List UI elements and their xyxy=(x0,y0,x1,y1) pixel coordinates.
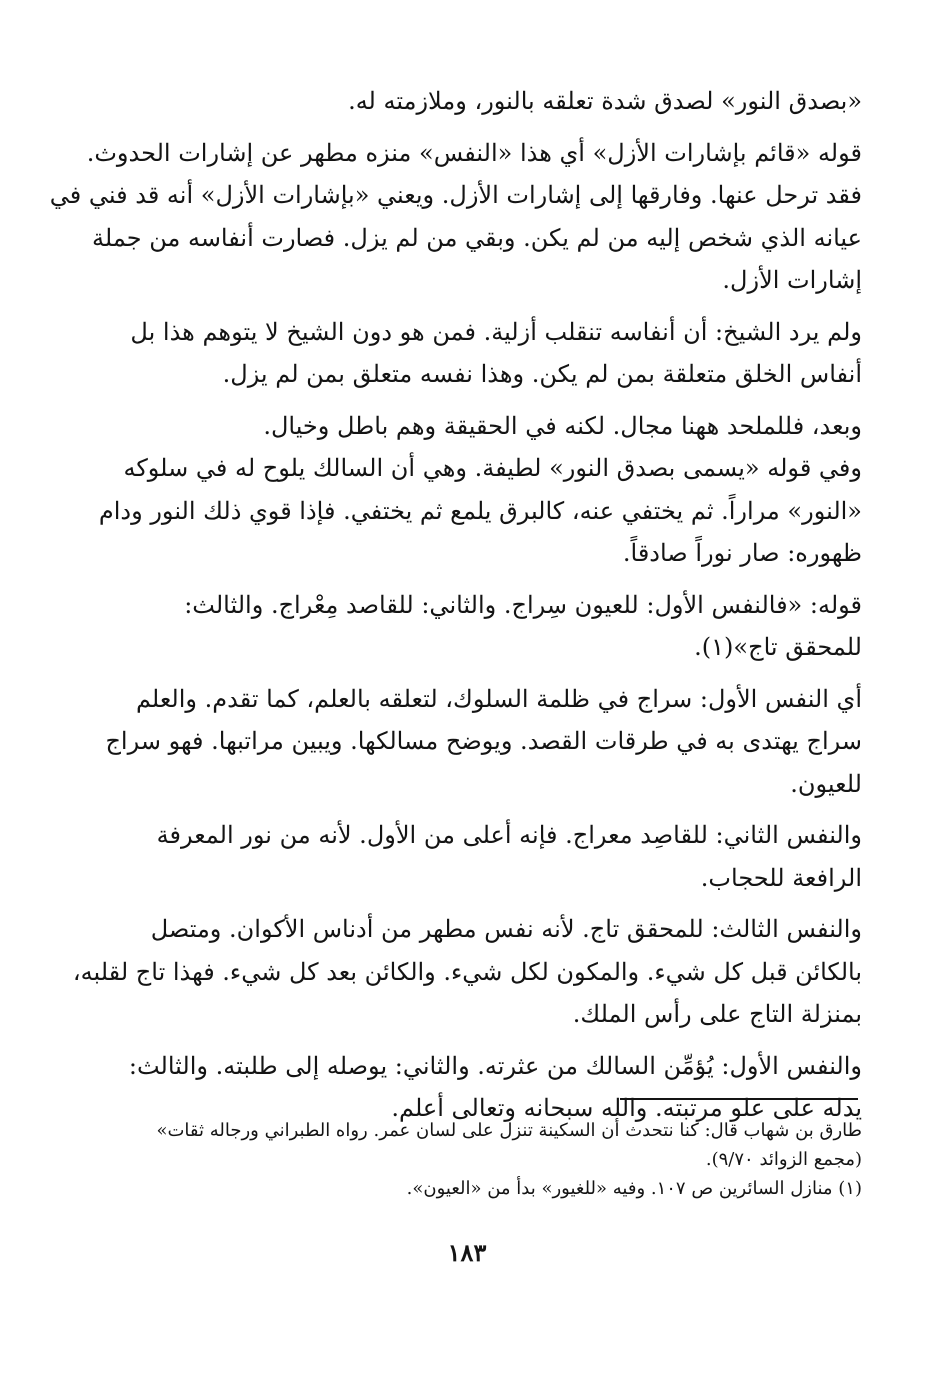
text-line: وفي قوله «يسمى بصدق النور» لطيفة. وهي أن السالك يلوح له في سلوكه xyxy=(123,454,862,482)
paragraph xyxy=(72,80,862,123)
footnote-line: (١) منازل السائرين ص ١٠٧. وفيه «للغيور» بدأ من «العيون». xyxy=(406,1178,862,1199)
text-line: وبعد، فللملحد ههنا مجال. لكنه في الحقيقة وهم باطل وخيال. xyxy=(263,411,862,440)
text-line: ظهوره: صار نوراً صادقاً. xyxy=(622,539,862,567)
footnote-divider xyxy=(620,1098,858,1100)
text-line: الرافعة للحجاب. xyxy=(700,863,862,892)
text-line: عيانه الذي شخص إليه من لم يكن. وبقي من لم يزل. فصارت أنفاسه من جملة xyxy=(92,223,862,252)
page-number: ١٨٣ xyxy=(447,1238,487,1267)
paragraph xyxy=(49,132,862,302)
text-line: بمنزلة التاج على رأس الملك. xyxy=(572,1000,862,1028)
text-line: للعيون. xyxy=(790,769,862,798)
text-line: يدله على علو مرتبته. والله سبحانه وتعالى أعلم. xyxy=(391,1094,862,1122)
text-line: أي النفس الأول: سراج في ظلمة السلوك، لتعلقه بالعلم، كما تقدم. والعلم xyxy=(135,684,862,713)
text-line: قوله: «فالنفس الأول: للعيون سِراج. والثاني: للقاصد مِعْراج. والثالث: xyxy=(184,590,862,619)
text-line: «بصدق النور» لصدق شدة تعلقه بالنور، وملازمته له. xyxy=(348,87,862,115)
paragraph xyxy=(72,405,862,448)
text-line: أنفاس الخلق متعلقة بمن لم يكن. وهذا نفسه متعلق بمن لم يزل. xyxy=(222,360,862,388)
body-text xyxy=(49,80,862,1139)
text-line: فقد ترحل عنها. وفارقها إلى إشارات الأزل. ويعني «بإشارات الأزل» أنه قد فني في xyxy=(49,181,862,209)
text-line: والنفس الأول: يُؤمِّن السالك من عثرته. والثاني: يوصله إلى طلبته. والثالث: xyxy=(128,1051,862,1080)
paragraph xyxy=(72,814,862,899)
footnote-line: طارق بن شهاب قال: كنا نتحدث أن السكينة تنزل على لسان عمر. رواه الطبراني ورجاله ثقات» xyxy=(156,1120,862,1141)
text-line: «النور» مراراً. ثم يختفي عنه، كالبرق يلمع ثم يختفي. فإذا قوي ذلك النور ودام xyxy=(98,496,862,525)
footnotes xyxy=(72,1116,862,1203)
footnote-line: (مجمع الزوائد ٩/٧٠). xyxy=(705,1149,862,1170)
paragraph xyxy=(72,908,862,1036)
text-line: ولم يرد الشيخ: أن أنفاسه تنقلب أزلية. فمن هو دون الشيخ لا يتوهم هذا بل xyxy=(130,317,862,346)
text-line: سراج يهتدى به في طرقات القصد. ويوضح مسالكها. ويبين مراتبها. فهو سراج xyxy=(105,727,862,755)
text-line: للمحقق تاج»(١). xyxy=(694,633,862,661)
text-line: والنفس الثالث: للمحقق تاج. لأنه نفس مطهر من أدناس الأكوان. ومتصل xyxy=(150,915,862,943)
text-line: قوله «قائم بإشارات الأزل» أي هذا «النفس» منزه مطهر عن إشارات الحدوث. xyxy=(86,138,862,167)
paragraph xyxy=(72,311,862,396)
text-line: إشارات الأزل. xyxy=(722,266,862,294)
text-line: بالكائن قبل كل شيء. والمكون لكل شيء. والكائن بعد كل شيء. فهذا تاج لقلبه، xyxy=(72,957,862,986)
paragraph xyxy=(72,678,862,806)
paragraph xyxy=(72,584,862,669)
paragraph xyxy=(72,447,862,575)
text-line: والنفس الثاني: للقاصِد معراج. فإنه أعلى من الأول. لأنه من نور المعرفة xyxy=(156,821,862,849)
